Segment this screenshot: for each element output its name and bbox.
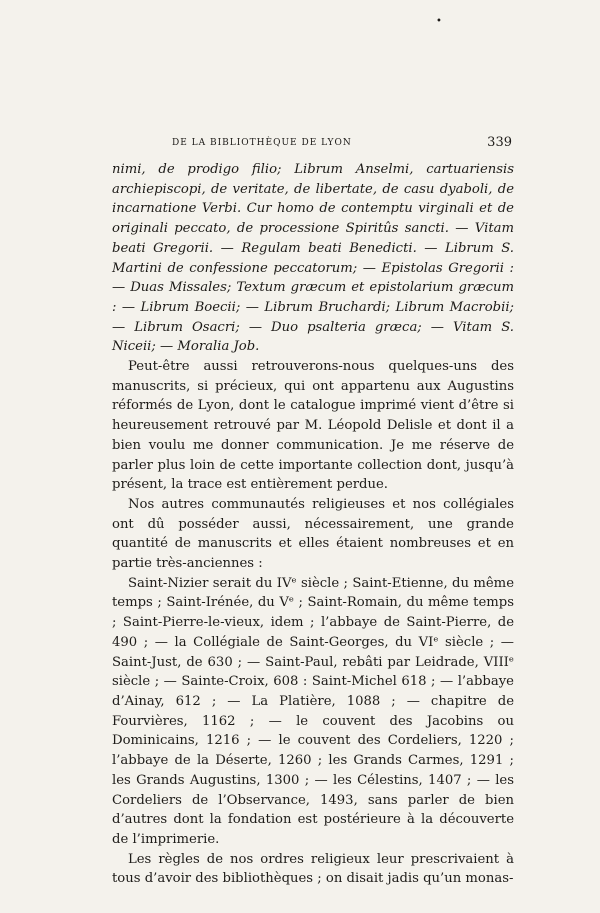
header-title: DE LA BIBLIOTHÈQUE DE LYON [172, 138, 352, 148]
page-number: 339 [487, 135, 512, 150]
running-header [112, 136, 512, 152]
paragraph-communautes: Nos autres communautés religieuses et nos collégiales ont dû posséder aussi, nécessairement, une grande quantité de manuscrits et elles étaient nombreuses et en partie très-anciennes : [112, 496, 514, 572]
corner-mark: • [436, 16, 442, 27]
paragraph-regles: Les règles de nos ordres religieux leur prescrivaient à tous d’avoir des bibliothèques ; on disait jadis qu’un monas- [112, 851, 514, 887]
paragraph-eglises: Saint-Nizier serait du IVᵉ siècle ; Saint-Etienne, du même temps ; Saint-Irénée, du Vᵉ ; Saint-Romain, du même temps ; Saint-Pierre-le-vieux, idem ; l’abbaye de Saint-Pierre, de 490 ; — la Collégiale de Saint-Georges, du VIᵉ siècle ; — Saint-Just, de 630 ; — Saint-Paul, rebâti par Leidrade, VIIIᵉ siècle ; — Sainte-Croix, 608 : Saint-Michel 618 ; — l’abbaye d’Ainay, 612 ; — La Platière, 1088 ; — chapitre de Fourvières, 1162 ; — le couvent des Jacobins ou Dominicains, 1216 ; — le couvent des Cordeliers, 1220 ; l’abbaye de la Déserte, 1260 ; les Grands Carmes, 1291 ; les Grands Augustins, 1300 ; — les Célestins, 1407 ; — les Cordeliers de l’Observance, 1493, sans parler de bien d’autres dont la fondation est postérieure à la découverte de l’imprimerie. [112, 575, 514, 847]
body-text [112, 160, 514, 889]
paragraph-latin-list: nimi, de prodigo filio; Librum Anselmi, cartuariensis archiepiscopi, de veritate, de libertate, de casu dyaboli, de incarnatione Verbi. Cur homo de contemptu virginali et de originali peccato, de processione Spiritûs sancti. — Vitam beati Gregorii. — Regulam beati Benedicti. — Librum S. Martini de confessione peccatorum; — Epistolas Gregorii : — Duas Missales; Textum græcum et epistolarium græcum : — Librum Boecii; — Librum Bruchardi; Librum Macrobii; — Librum Osacri; — Duo psalteria græca; — Vitam S. Niceii; — Moralia Job. [112, 162, 514, 355]
paragraph-augustins: Peut-être aussi retrouverons-nous quelques-uns des manuscrits, si précieux, qui ont appartenu aux Augustins réformés de Lyon, dont le catalogue imprimé vient d’être si heureusement retrouvé par M. Léopold Delisle et dont il a bien voulu me donner communication. Je me réserve de parler plus loin de cette importante collection dont, jusqu’à présent, la trace est entièrement perdue. [112, 359, 514, 493]
